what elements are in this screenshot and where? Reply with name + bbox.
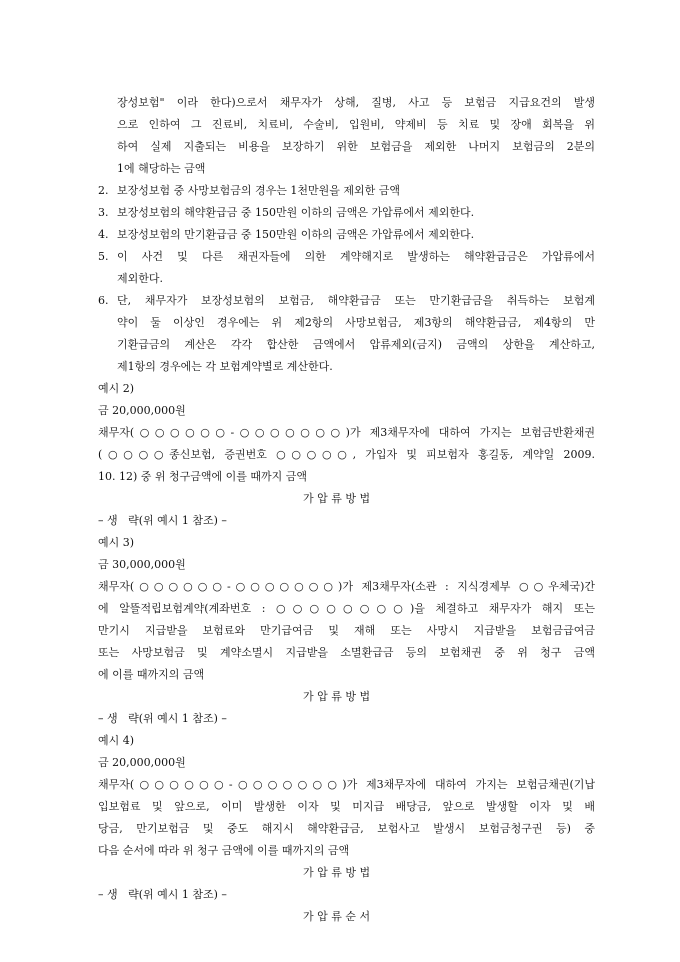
method-title: 가 압 류 방 법 <box>303 690 371 703</box>
example-body-line: 다음 순서에 따라 위 청구 금액에 이를 때까지의 금액 <box>98 844 350 857</box>
example-amount: 금 30,000,000원 <box>98 558 186 571</box>
item-number: 5. <box>98 250 109 263</box>
item-line: 단, 채무자가 보장성보험의 보험금, 해약환급금 또는 만기환급금을 취득하는 보험계 <box>117 294 595 307</box>
item-number: 2. <box>98 184 109 197</box>
order-title: 가 압 류 순 서 <box>303 910 371 923</box>
example-body-line: 만기시 지급받을 보험료와 만기급여금 및 재해 또는 사망시 지급받을 보험금급여금 <box>98 624 595 637</box>
example-body-line: 채무자(○○○○○○-○○○○○○○)가 제3채무자에 대하여 가지는 보험금채권(기납 <box>98 778 595 791</box>
continuation-line-4: 1에 해당하는 금액 <box>117 162 206 175</box>
example-label: 예시 4) <box>98 734 135 747</box>
omission-note: – 생 략(위 예시 1 참조) – <box>98 888 227 901</box>
continuation-line-2: 으로 인하여 그 진료비, 치료비, 수술비, 입원비, 약제비 등 치료 및 장애 회복을 위 <box>117 118 595 131</box>
method-title: 가 압 류 방 법 <box>303 866 371 879</box>
method-title: 가 압 류 방 법 <box>303 492 371 505</box>
continuation-line-1: 장성보험" 이라 한다)으로서 채무자가 상해, 질병, 사고 등 보험금 지급요건의 발생 <box>117 96 595 109</box>
example-body-line: 에 이를 때까지의 금액 <box>98 668 205 681</box>
example-body-line: 10. 12) 중 위 청구금액에 이를 때까지 금액 <box>98 470 308 483</box>
item-line: 보장성보험의 해약환급금 중 150만원 이하의 금액은 가압류에서 제외한다. <box>117 206 475 219</box>
item-line: 보장성보험 중 사망보험금의 경우는 1천만원을 제외한 금액 <box>117 184 400 197</box>
example-body-line: 또는 사망보험금 및 계약소멸시 지급받을 소멸환급금 등의 보험채권 중 위 청구 금액 <box>98 646 595 659</box>
example-body-line: 입보험료 및 앞으로, 이미 발생한 이자 및 미지급 배당금, 앞으로 발생할 이자 및 배 <box>98 800 595 813</box>
item-number: 4. <box>98 228 109 241</box>
item-line: 보장성보험의 만기환급금 중 150만원 이하의 금액은 가압류에서 제외한다. <box>117 228 475 241</box>
example-body-line: 채무자(○○○○○○-○○○○○○○)가 제3채무자에 대하여 가지는 보험금반환채권 <box>98 426 595 439</box>
item-line: 약이 둘 이상인 경우에는 위 제2항의 사망보험금, 제3항의 해약환급금, 제4항의 만 <box>117 316 595 329</box>
continuation-line-3: 하여 실제 지출되는 비용을 보장하기 위한 보험금을 제외한 나머지 보험금의 2분의 <box>117 140 595 153</box>
item-line: 제1항의 경우에는 각 보험계약별로 계산한다. <box>117 360 333 373</box>
example-label: 예시 2) <box>98 382 135 395</box>
example-amount: 금 20,000,000원 <box>98 404 186 417</box>
item-line: 제외한다. <box>117 272 164 285</box>
example-body-line: (○○○○종신보험, 증권번호 ○○○○○, 가입자 및 피보험자 홍길동, 계약일 2009. <box>98 448 595 461</box>
example-amount: 금 20,000,000원 <box>98 756 186 769</box>
item-line: 기환급금의 계산은 각각 합산한 금액에서 압류제외(금지) 금액의 상한을 계산하고, <box>117 338 595 351</box>
example-label: 예시 3) <box>98 536 135 549</box>
omission-note: – 생 략(위 예시 1 참조) – <box>98 712 227 725</box>
item-line: 이 사건 및 다른 채권자들에 의한 계약해지로 발생하는 해약환급금은 가압류에서 <box>117 250 595 263</box>
example-body-line: 채무자(○○○○○○-○○○○○○○)가 제3채무자(소관 : 지식경제부 ○○우체국)간 <box>98 580 595 593</box>
example-body-line: 당금, 만기보험금 및 중도 해지시 해약환급금, 보험사고 발생시 보험금청구권 등) 중 <box>98 822 595 835</box>
omission-note: – 생 략(위 예시 1 참조) – <box>98 514 227 527</box>
item-number: 6. <box>98 294 109 307</box>
item-number: 3. <box>98 206 109 219</box>
example-body-line: 에 알뜰적립보험계약(계좌번호 : ○○○○○○○○)을 체결하고 채무자가 해지 또는 <box>98 602 595 615</box>
